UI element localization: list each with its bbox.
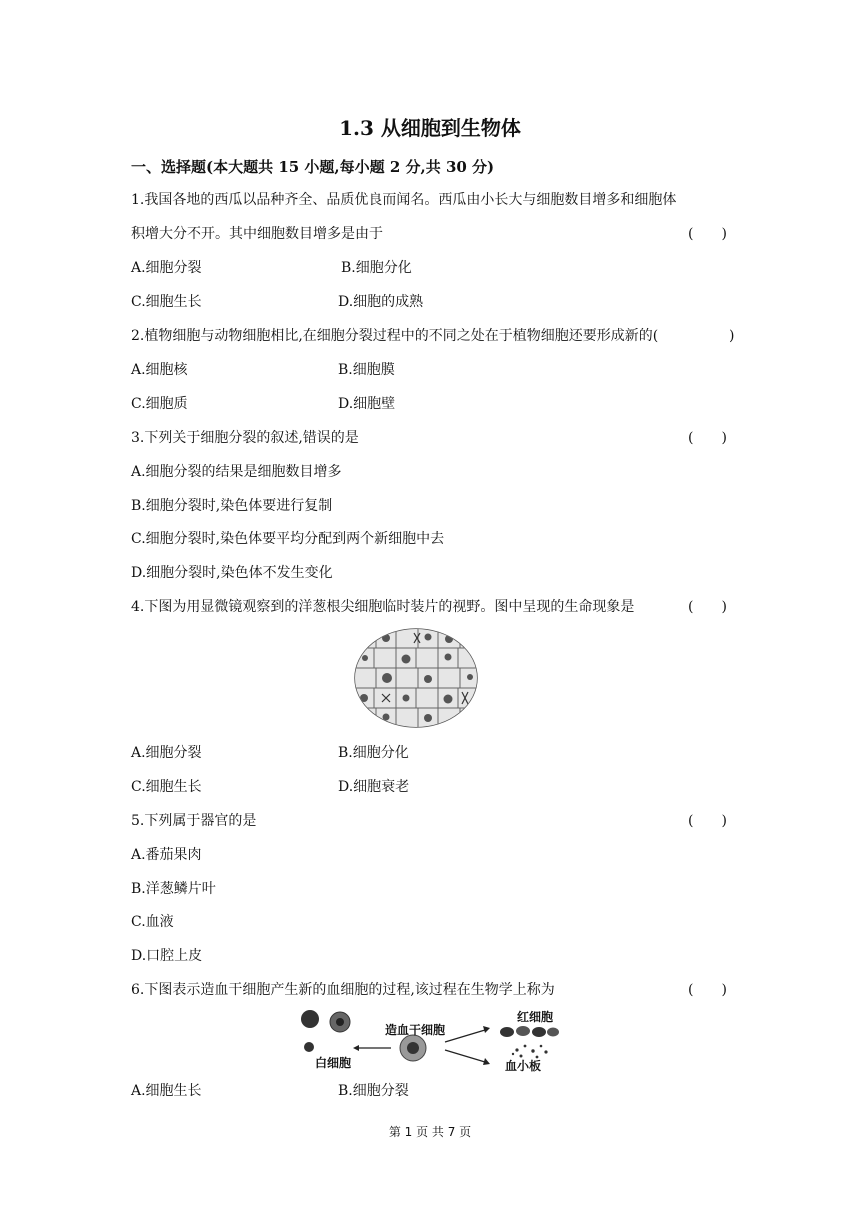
white-cell-label: 白细胞	[315, 1056, 352, 1070]
red-cell-d-icon	[547, 1028, 559, 1037]
q6-stem-line1: 6.下图表示造血干细胞产生新的血细胞的过程,该过程在生物学上称为	[131, 982, 555, 998]
q6-answer-paren: ( )	[688, 982, 727, 998]
red-cell-label: 红细胞	[517, 1010, 554, 1024]
red-cell-b-icon	[516, 1026, 530, 1036]
q1-stem-line1: 1.我国各地的西瓜以品种齐全、品质优良而闻名。西瓜由小长大与细胞数目增多和细胞体	[131, 192, 677, 208]
section-heading: 一、选择题(本大题共 15 小题,每小题 2 分,共 30 分)	[131, 158, 495, 176]
blood-cell-diagram	[295, 1004, 565, 1074]
onion-root-tip-micrograph	[354, 628, 478, 728]
q2-stem-line1: 2.植物细胞与动物细胞相比,在细胞分裂过程中的不同之处在于植物细胞还要形成新的(	[131, 328, 659, 344]
platelet-label: 血小板	[505, 1059, 542, 1073]
q5-option-b: B.洋葱鳞片叶	[131, 881, 216, 897]
white-cell-c-icon	[304, 1042, 314, 1052]
q4-stem-line1: 4.下图为用显微镜观察到的洋葱根尖细胞临时装片的视野。图中呈现的生命现象是	[131, 599, 635, 615]
q1-option-d: D.细胞的成熟	[338, 294, 424, 310]
q3-option-b: B.细胞分裂时,染色体要进行复制	[131, 498, 333, 514]
red-cell-a-icon	[500, 1027, 514, 1037]
page-title: 1.3 从细胞到生物体	[339, 116, 521, 140]
q2-option-a: A.细胞核	[131, 362, 188, 378]
q5-answer-paren: ( )	[688, 813, 727, 829]
q1-option-b: B.细胞分化	[341, 260, 412, 276]
stem-cell-label: 造血干细胞	[385, 1023, 446, 1037]
q3-option-d: D.细胞分裂时,染色体不发生变化	[131, 565, 333, 581]
red-cell-c-icon	[532, 1027, 546, 1037]
q3-option-a: A.细胞分裂的结果是细胞数目增多	[131, 464, 342, 480]
q5-option-a: A.番茄果肉	[131, 847, 202, 863]
q6-option-b: B.细胞分裂	[338, 1083, 409, 1099]
q4-answer-paren: ( )	[688, 599, 727, 615]
q5-option-c: C.血液	[131, 914, 174, 930]
q4-option-d: D.细胞衰老	[338, 779, 410, 795]
q2-option-d: D.细胞壁	[338, 396, 396, 412]
q6-option-a: A.细胞生长	[131, 1083, 202, 1099]
q2-answer-paren-close: )	[729, 328, 735, 344]
q5-option-d: D.口腔上皮	[131, 948, 203, 964]
white-cell-a-icon	[301, 1010, 319, 1028]
q4-option-c: C.细胞生长	[131, 779, 202, 795]
q5-stem-line1: 5.下列属于器官的是	[131, 813, 257, 829]
q3-option-c: C.细胞分裂时,染色体要平均分配到两个新细胞中去	[131, 531, 445, 547]
q3-stem-line1: 3.下列关于细胞分裂的叙述,错误的是	[131, 430, 359, 446]
q1-option-a: A.细胞分裂	[131, 260, 202, 276]
q1-stem-line2: 积增大分不开。其中细胞数目增多是由于	[131, 226, 383, 242]
q3-answer-paren: ( )	[688, 430, 727, 446]
q4-option-b: B.细胞分化	[338, 745, 409, 761]
q2-option-c: C.细胞质	[131, 396, 188, 412]
q2-option-b: B.细胞膜	[338, 362, 395, 378]
q1-answer-paren: ( )	[688, 226, 727, 242]
page-footer: 第 1 页 共 7 页	[388, 1125, 472, 1139]
q1-option-c: C.细胞生长	[131, 294, 202, 310]
q4-option-a: A.细胞分裂	[131, 745, 202, 761]
